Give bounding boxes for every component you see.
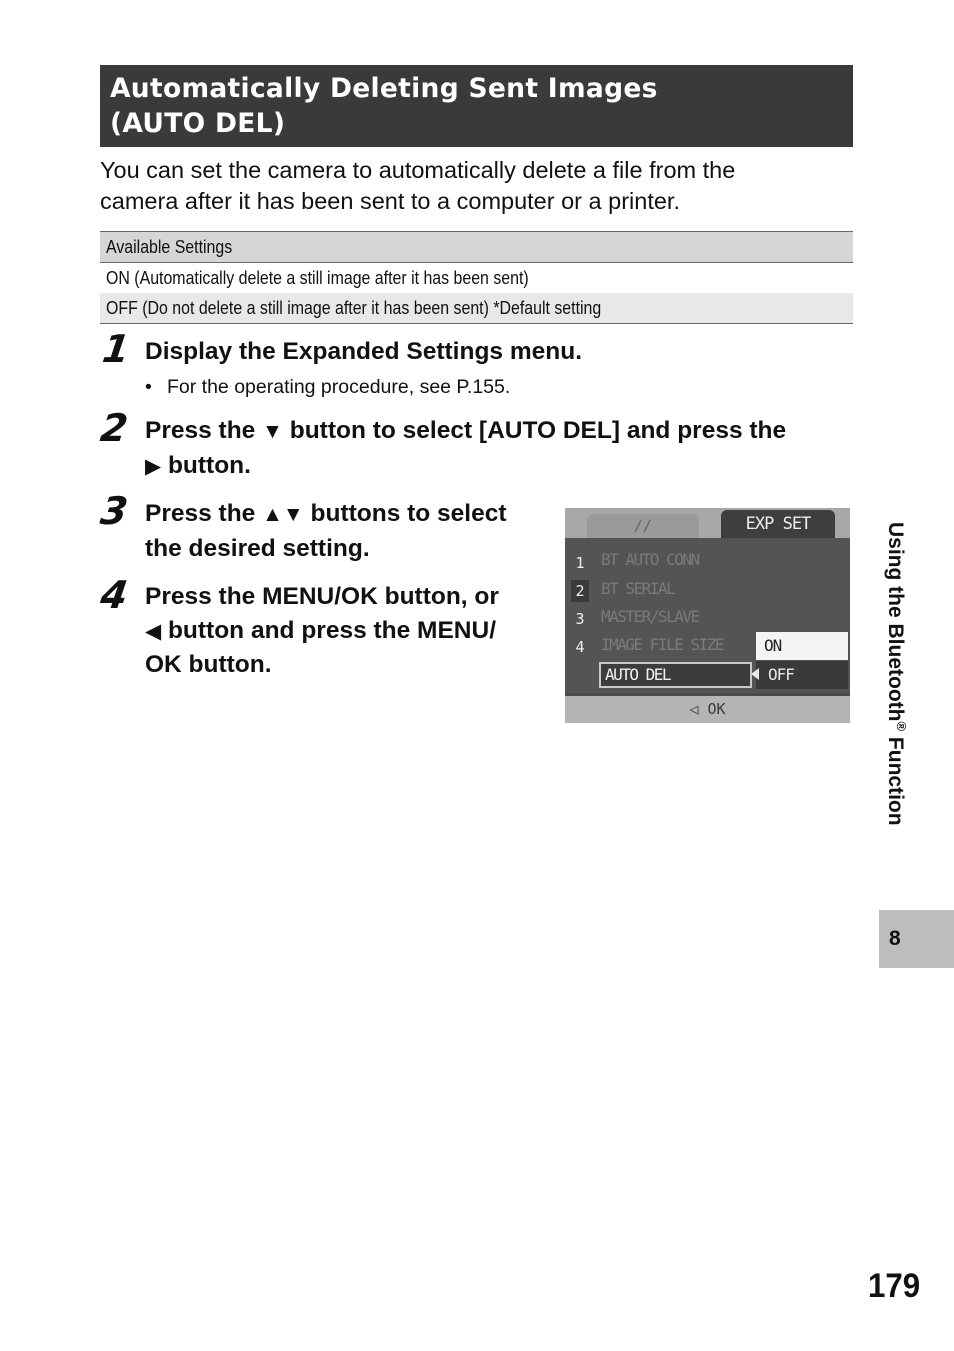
- settings-row-off: OFF (Do not delete a still image after it has been sent) *Default setting: [100, 293, 853, 323]
- step-2-text: Press the ▼ button to select [AUTO DEL] and press the ▶ button.: [145, 417, 787, 479]
- step-2-number: 2: [97, 406, 131, 450]
- selection-cursor-icon: [751, 668, 759, 680]
- section-title-line-2: (AUTO DEL): [110, 108, 286, 139]
- camera-bottom-hint: ◁ OK: [565, 696, 850, 723]
- section-title-line-1: Automatically Deleting Sent Images: [110, 73, 658, 104]
- camera-page-number: 4: [575, 638, 585, 656]
- camera-page-number: 3: [575, 610, 585, 628]
- left-arrow-icon: ◀: [145, 619, 162, 643]
- settings-table-header: Available Settings: [100, 232, 853, 263]
- intro-line-2: camera after it has been sent to a computer or a printer.: [100, 188, 680, 214]
- down-arrow-icon: ▼: [262, 420, 283, 443]
- camera-screen-illustration: [565, 508, 850, 723]
- step-4-number: 4: [97, 573, 131, 617]
- step-4-text: Press the MENU/OK button, or ◀ button and press the MENU/ OK button.: [145, 583, 499, 678]
- bullet-icon: •: [145, 376, 152, 398]
- camera-tab-setup: //: [587, 514, 699, 538]
- page-number: 179: [868, 1267, 921, 1305]
- intro-paragraph: [100, 155, 860, 217]
- registered-mark: ®: [894, 721, 909, 732]
- camera-page-number: 1: [575, 554, 585, 572]
- up-down-arrow-icon: ▲▼: [262, 503, 304, 526]
- step-1-line: Display the Expanded Settings menu.: [145, 338, 583, 365]
- camera-menu-item: MASTER/SLAVE: [601, 607, 699, 626]
- camera-menu-item: BT AUTO CONN: [601, 550, 699, 569]
- settings-table: [100, 231, 853, 324]
- camera-menu-item: BT SERIAL: [601, 579, 675, 598]
- chapter-side-label: [886, 522, 916, 902]
- step-1-number: 1: [99, 327, 133, 371]
- camera-menu-item-auto-del: AUTO DEL: [599, 662, 752, 688]
- settings-row-on: ON (Automatically delete a still image after it has been sent): [106, 267, 529, 288]
- step-1-bullet: [145, 374, 510, 400]
- chapter-tab: [879, 910, 954, 968]
- section-title-box: [100, 65, 853, 147]
- camera-tab-exp-set: EXP SET: [721, 510, 835, 538]
- camera-menu-item: IMAGE FILE SIZE: [601, 635, 723, 654]
- step-3-text: Press the ▲▼ buttons to select the desired setting.: [145, 500, 507, 562]
- camera-option-off: OFF: [756, 661, 848, 689]
- step-1-text: [145, 335, 582, 369]
- chapter-title: Using the Bluetooth® Function: [884, 522, 909, 826]
- step-1-bullet-text: For the operating procedure, see P.155.: [167, 376, 511, 398]
- camera-tab-bar: [565, 508, 850, 538]
- step-3-number: 3: [97, 489, 131, 533]
- chapter-number: 8: [889, 927, 901, 950]
- camera-page-number-selected: 2: [571, 580, 589, 602]
- right-arrow-icon: ▶: [145, 454, 162, 478]
- camera-option-on: ON: [756, 632, 848, 660]
- intro-line-1: You can set the camera to automatically delete a file from the: [100, 157, 736, 183]
